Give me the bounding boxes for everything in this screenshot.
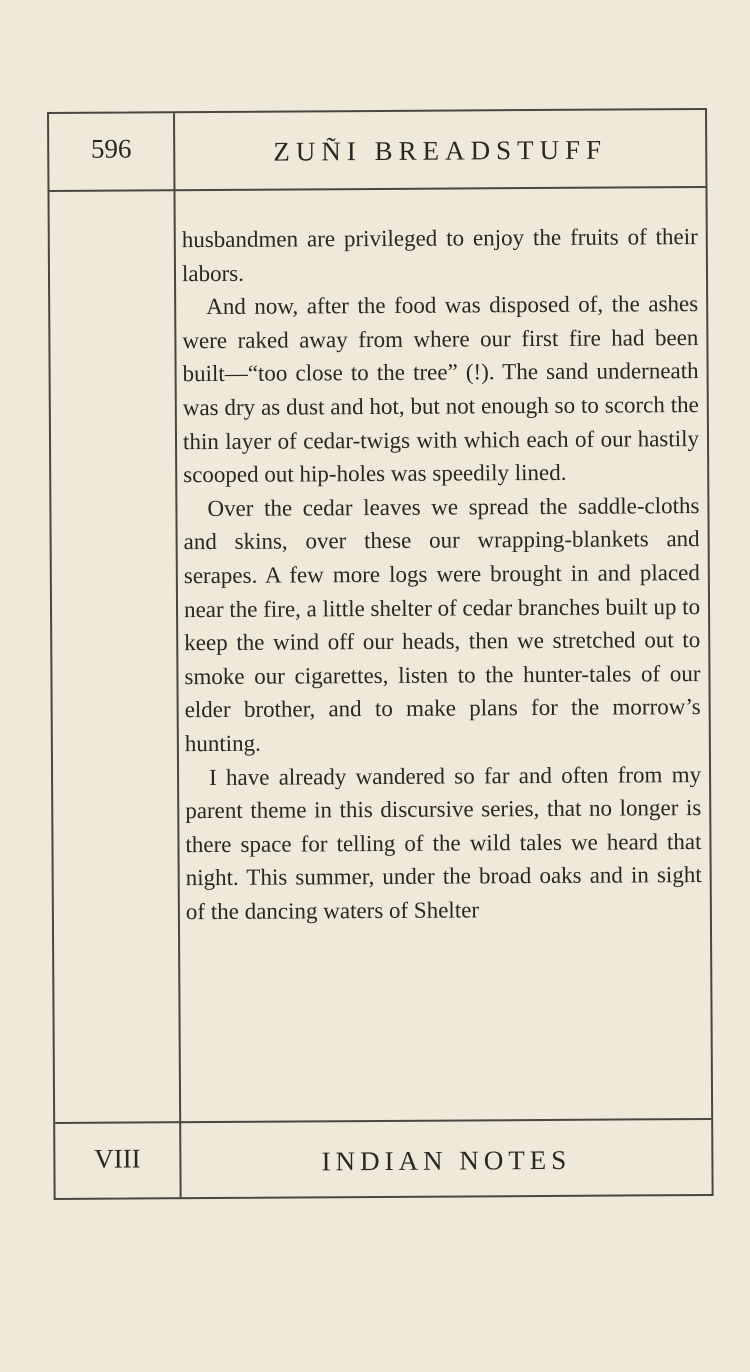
- running-title: ZUÑI BREADSTUFF: [273, 134, 608, 167]
- header-rule: [49, 186, 705, 192]
- footer-volume-label: VIII: [94, 1143, 141, 1174]
- page-frame: [47, 108, 714, 1200]
- page-number: 596: [90, 133, 132, 164]
- paragraph-3: Over the cedar leaves we spread the saddle-cloths and skins, over these our wrapping-blankets and serapes. A few more logs were brought in and placed near the fire, a little shelter of cedar branches built up to keep the wind off our heads, then we stretched out to smoke our cigarettes, listen to the hunter-tales of our elder brother, and to make plans for the morrow’s hunting.: [183, 492, 701, 757]
- footer-series-title: INDIAN NOTES: [321, 1144, 572, 1177]
- paragraph-2: And now, after the food was disposed of, the ashes were raked away from where our first fire had been built—“too close to the tree” (!). The sand underneath was dry as dust and hot, but not enough so to scorch the thin layer of cedar-twigs with which each of our hastily scooped out hip-holes was speedily lined.: [182, 291, 700, 488]
- margin-rule-vertical: [173, 113, 182, 1197]
- paragraph-4: I have already wandered so far and often from my parent theme in this discursive series, that no longer is there space for telling of the wild tales we heard that night. This summer, under the broad oaks and in sight of the dancing waters of Shelter: [185, 761, 702, 925]
- body-text: [182, 220, 702, 929]
- paragraph-1: husbandmen are privileged to enjoy the fruits of their labors.: [181, 224, 698, 286]
- footer-rule: [55, 1118, 711, 1124]
